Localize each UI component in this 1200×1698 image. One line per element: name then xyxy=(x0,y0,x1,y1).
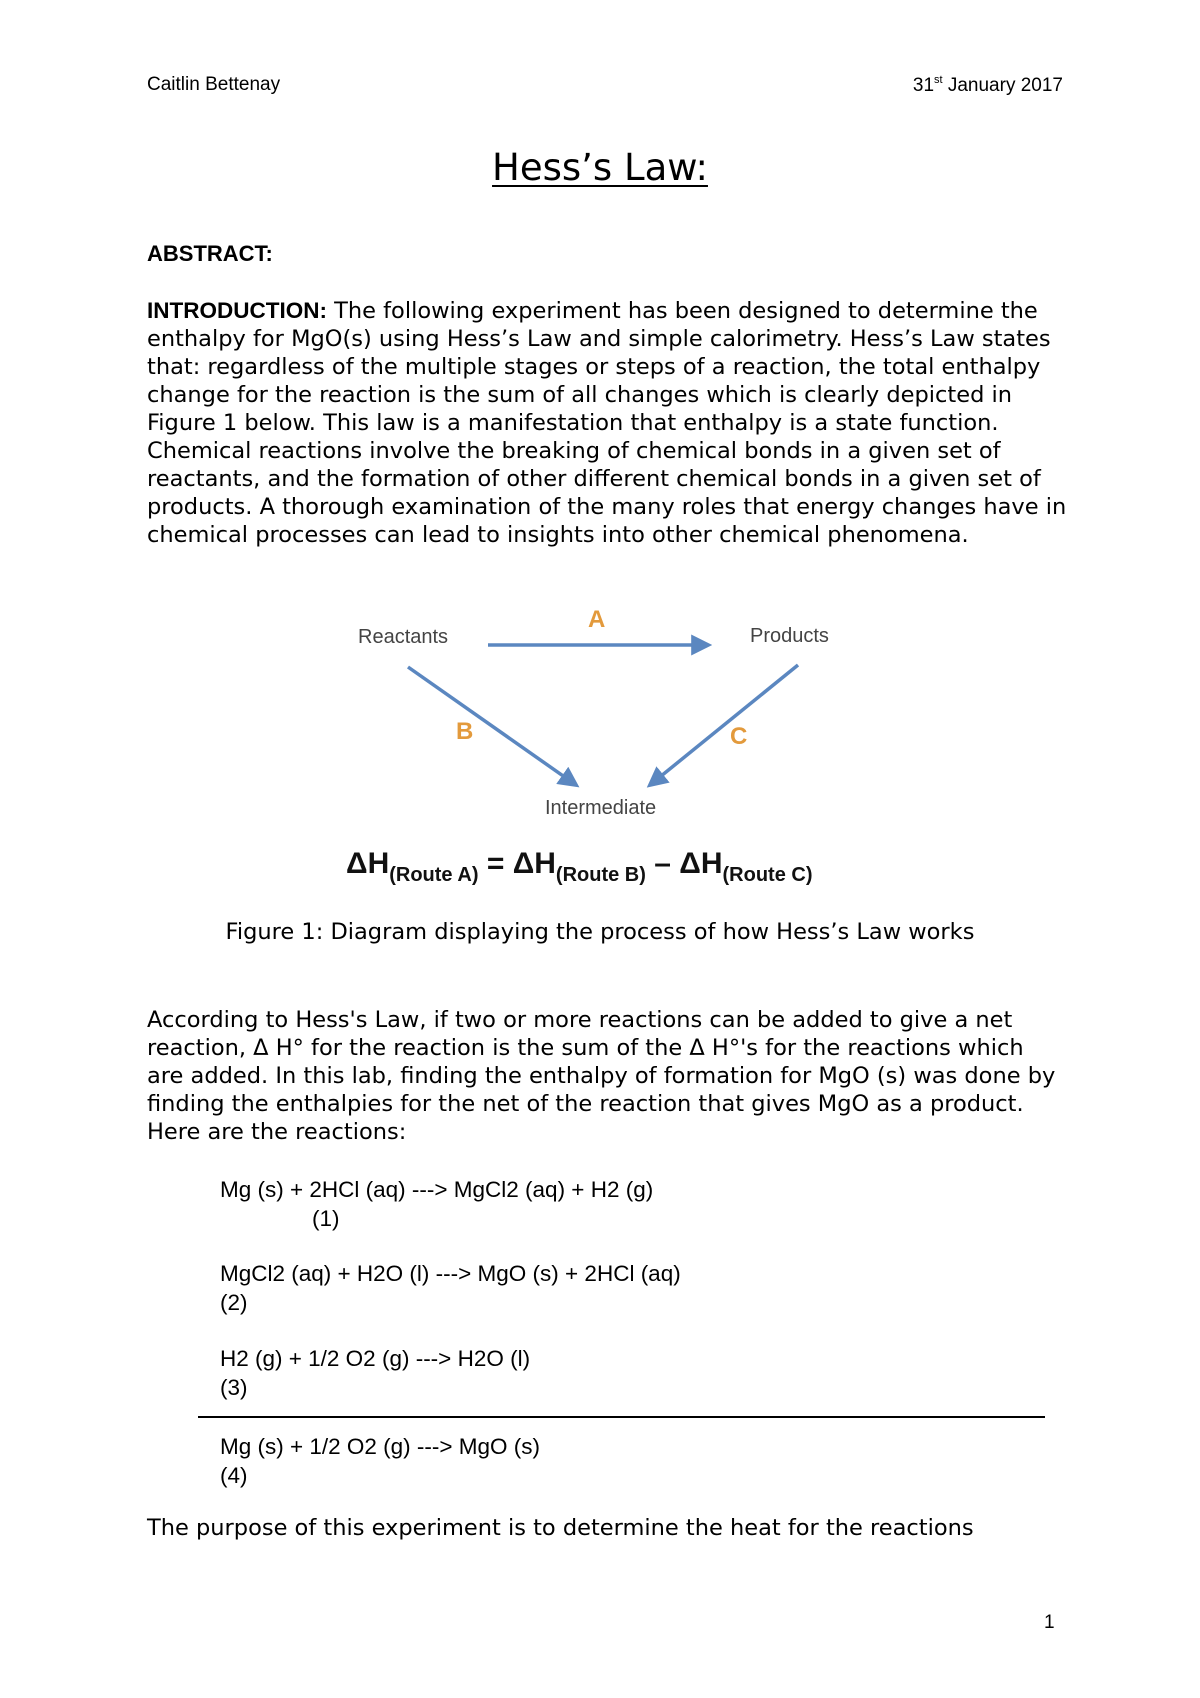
reaction-1-equation: Mg (s) + 2HCl (aq) ---> MgCl2 (aq) + H2 (g) xyxy=(220,1177,654,1202)
reaction-2-equation: MgCl2 (aq) + H2O (l) ---> MgO (s) + 2HCl (aq) xyxy=(220,1261,681,1286)
route-b-subscript: (Route B) xyxy=(555,864,646,886)
route-c-arrow xyxy=(650,665,798,785)
reactants-label: Reactants xyxy=(358,626,449,648)
hess-paragraph: According to Hess's Law, if two or more reactions can be added to give a net reaction, Δ H° for the reaction is the sum of the Δ H°'s for the reactions which are added. In this lab, finding the enthalpy of formation for MgO (s) was done by finding the enthalpies for the net of the reaction that gives MgO as a product. Here are the reactions: xyxy=(147,1007,1056,1145)
delta-h-b: ΔH xyxy=(512,847,556,880)
author-name: Caitlin Bettenay xyxy=(147,74,281,95)
formula-equals: = xyxy=(478,847,513,880)
page-number: 1 xyxy=(1044,1612,1055,1633)
figure-caption: Figure 1: Diagram displaying the process of how Hess’s Law works xyxy=(225,919,975,945)
route-a-letter: A xyxy=(588,606,606,633)
sum-divider xyxy=(198,1416,1045,1418)
hess-law-diagram-svg xyxy=(320,595,880,895)
page-header xyxy=(147,74,1063,104)
abstract-heading: ABSTRACT: xyxy=(147,241,273,266)
formula-minus: – xyxy=(645,847,680,880)
introduction-label: INTRODUCTION: xyxy=(147,298,327,323)
introduction-text: The following experiment has been designed to determine the enthalpy for MgO(s) using Hess’s Law and simple calorimetry. Hess’s Law states that: regardless of the multiple stages or steps of a reaction, the total enthalpy change for the reaction is the sum of all changes which is clearly depicted in Figure 1 below. This law is a manifestation that enthalpy is a state function. Chemical reactions involve the breaking of chemical bonds in a given set of reactants, and the formation of other different chemical bonds in a given set of products. A thorough examination of the many roles that energy changes have in chemical processes can lead to insights into other chemical phenomena. xyxy=(147,298,1067,548)
route-c-letter: C xyxy=(730,723,748,750)
intermediate-label: Intermediate xyxy=(545,797,657,819)
reaction-4 xyxy=(220,1432,540,1490)
delta-h-a: ΔH xyxy=(346,847,390,880)
introduction-paragraph xyxy=(147,297,1067,549)
reaction-2-number: (2) xyxy=(220,1290,248,1315)
page-title xyxy=(0,146,1200,190)
route-b-letter: B xyxy=(456,718,474,745)
purpose-paragraph: The purpose of this experiment is to determine the heat for the reactions xyxy=(147,1515,974,1541)
route-b-arrow xyxy=(408,667,576,785)
route-a-subscript: (Route A) xyxy=(389,864,479,886)
date-rest: January 2017 xyxy=(942,75,1063,96)
hess-formula xyxy=(346,847,812,886)
reaction-4-number: (4) xyxy=(220,1463,248,1488)
reaction-1-number: (1) xyxy=(312,1206,340,1231)
date-day: 31 xyxy=(912,75,935,96)
reaction-2 xyxy=(220,1259,681,1317)
reaction-3 xyxy=(220,1344,530,1402)
products-label: Products xyxy=(750,625,829,647)
page-title-text: Hess’s Law: xyxy=(492,146,708,189)
document-date xyxy=(913,74,1063,97)
reaction-3-number: (3) xyxy=(220,1375,248,1400)
reaction-1 xyxy=(220,1175,653,1233)
date-suffix: st xyxy=(934,74,943,86)
reaction-3-equation: H2 (g) + 1/2 O2 (g) ---> H2O (l) xyxy=(220,1346,531,1371)
delta-h-c: ΔH xyxy=(679,847,723,880)
route-c-subscript: (Route C) xyxy=(722,864,813,886)
reaction-4-equation: Mg (s) + 1/2 O2 (g) ---> MgO (s) xyxy=(220,1434,541,1459)
hess-law-diagram xyxy=(320,595,880,895)
